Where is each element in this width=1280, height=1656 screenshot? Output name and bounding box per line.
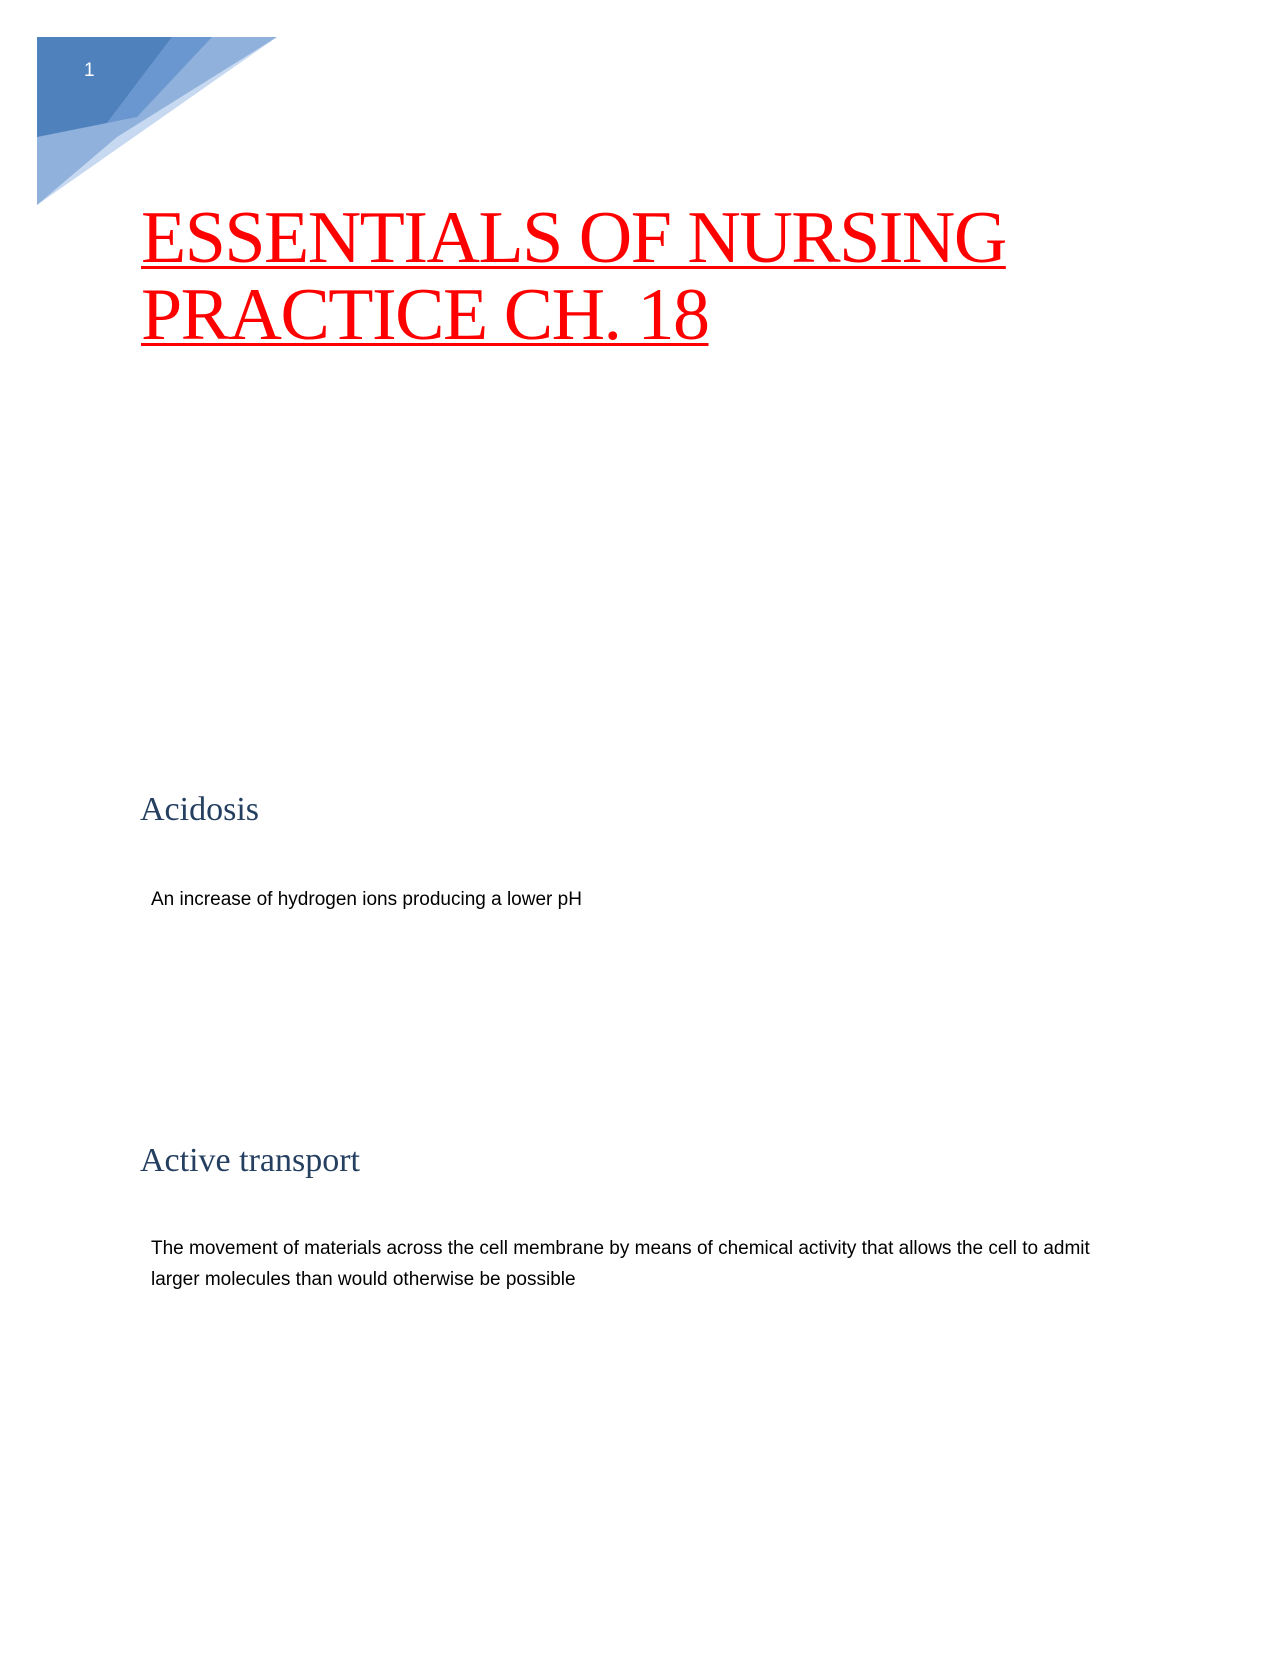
document-title-line-1: ESSENTIALS OF NURSING — [141, 197, 1006, 279]
term-heading-acidosis: Acidosis — [140, 791, 259, 828]
term-definition-active-transport: The movement of materials across the cell membrane by means of chemical activity that allows the cell to admit larger molecules than would otherwise be possible — [151, 1238, 1090, 1290]
corner-triangle-decoration — [37, 37, 277, 205]
document-title-line-2: PRACTICE CH. 18 — [141, 274, 709, 356]
document-title — [141, 197, 1161, 356]
page-number: 1 — [84, 60, 95, 81]
term-definition-acidosis: An increase of hydrogen ions producing a lower pH — [151, 889, 582, 910]
term-heading-active-transport: Active transport — [140, 1142, 360, 1179]
